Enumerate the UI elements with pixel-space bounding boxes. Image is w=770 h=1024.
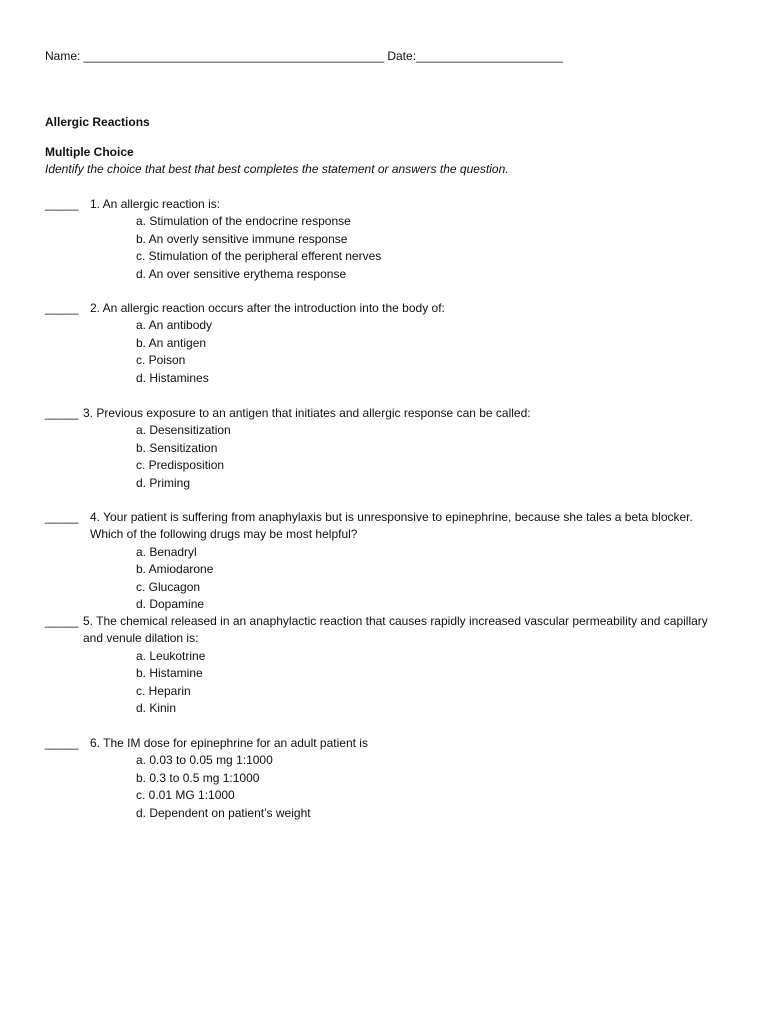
option-list <box>136 422 725 492</box>
option-b: b. Sensitization <box>136 440 218 455</box>
answer-blank: _____ <box>45 406 79 420</box>
answer-blank: _____ <box>45 197 79 211</box>
question-6 <box>45 735 725 822</box>
option-list <box>136 317 725 387</box>
option-d: d. Dopamine <box>136 597 205 612</box>
question-stem: 1. An allergic reaction is: <box>90 197 221 211</box>
option-a: a. Desensitization <box>136 423 231 438</box>
option-a: a. 0.03 to 0.05 mg 1:1000 <box>136 753 273 768</box>
option-d: d. An over sensitive erythema response <box>136 266 347 281</box>
answer-blank: _____ <box>45 736 79 750</box>
worksheet-title: Allergic Reactions <box>45 115 150 129</box>
option-c: c. Poison <box>136 353 186 368</box>
option-c: c. Predisposition <box>136 458 225 473</box>
option-list <box>136 544 725 614</box>
question-5 <box>45 613 725 717</box>
option-a: a. An antibody <box>136 318 213 333</box>
option-b: b. An overly sensitive immune response <box>136 231 348 246</box>
question-stem: 4. Your patient is suffering from anaphylaxis but is unresponsive to epinephrine, because she tales a beta blocker. Which of the following drugs may be most helpful? <box>90 510 693 542</box>
option-b: b. 0.3 to 0.5 mg 1:1000 <box>136 770 260 785</box>
answer-blank: _____ <box>45 301 79 315</box>
question-stem: 3. Previous exposure to an antigen that initiates and allergic response can be called: <box>83 406 531 420</box>
section-heading: Multiple Choice <box>45 145 134 159</box>
option-d: d. Priming <box>136 475 191 490</box>
option-b: b. Histamine <box>136 666 203 681</box>
name-field-label: Name: _____________________________________________ <box>45 49 384 63</box>
question-1 <box>45 196 725 283</box>
question-stem: 6. The IM dose for epinephrine for an adult patient is <box>90 736 368 750</box>
option-c: c. Stimulation of the peripheral efferent nerves <box>136 249 382 264</box>
option-b: b. Amiodarone <box>136 562 214 577</box>
option-d: d. Histamines <box>136 370 209 385</box>
option-b: b. An antigen <box>136 335 207 350</box>
option-list <box>136 752 725 822</box>
question-3 <box>45 405 725 492</box>
option-c: c. Glucagon <box>136 579 201 594</box>
answer-blank: _____ <box>45 614 79 628</box>
option-a: a. Benadryl <box>136 544 197 559</box>
instructions-text: Identify the choice that best that best completes the statement or answers the question. <box>45 162 509 176</box>
option-d: d. Kinin <box>136 701 177 716</box>
question-stem: 2. An allergic reaction occurs after the introduction into the body of: <box>90 301 445 315</box>
answer-blank: _____ <box>45 510 79 524</box>
name-date-line <box>45 48 563 64</box>
date-field-label: Date:______________________ <box>387 49 563 63</box>
option-d: d. Dependent on patient’s weight <box>136 805 311 820</box>
option-list <box>136 213 725 283</box>
question-stem: 5. The chemical released in an anaphylactic reaction that causes rapidly increased vascular permeability and capillary and venule dilation is: <box>83 614 708 646</box>
option-a: a. Stimulation of the endocrine response <box>136 214 351 229</box>
question-4 <box>45 509 725 613</box>
option-a: a. Leukotrine <box>136 648 206 663</box>
option-c: c. Heparin <box>136 683 191 698</box>
option-list <box>136 648 725 718</box>
question-2 <box>45 300 725 387</box>
option-c: c. 0.01 MG 1:1000 <box>136 788 235 803</box>
